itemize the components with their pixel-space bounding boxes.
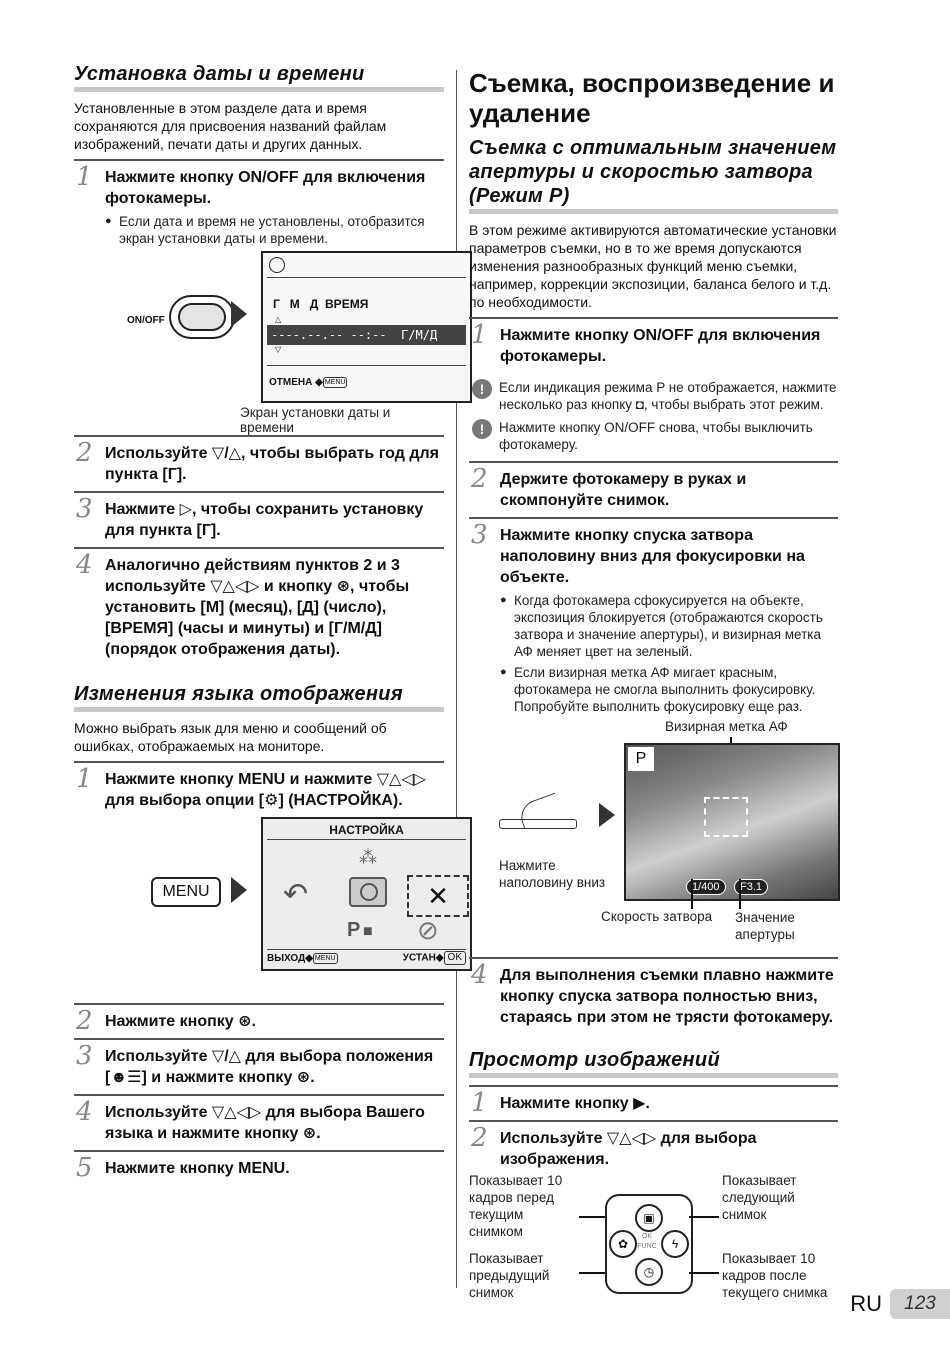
step-text: Нажмите кнопку ON/OFF для включения фотокамеры. (500, 327, 821, 365)
set-hint: УСТАН◆ OK (403, 951, 466, 965)
p-step-2 (469, 461, 838, 517)
onoff-label: ON/OFF (127, 315, 165, 326)
pad-label-bottom-left: Показывает предыдущий снимок (469, 1251, 550, 1300)
af-target-frame (704, 797, 748, 837)
step-number: 2 (471, 464, 488, 494)
step-number: 1 (471, 1088, 488, 1118)
p-step-3 (469, 517, 838, 957)
onoff-button[interactable] (169, 295, 235, 339)
p-step-4 (469, 957, 838, 1034)
down-arrow-icon: ▽ (275, 345, 282, 354)
step-number: 1 (471, 320, 488, 350)
arrow-right-icon (231, 301, 247, 327)
date-setup-screen (261, 251, 472, 403)
lang-step-4 (74, 1094, 444, 1150)
pad-up-button[interactable]: ▣ (635, 1204, 663, 1232)
lang-section-intro: Можно выбрать язык для меню и сообщений об ошибках, отображаемых на мониторе. (74, 720, 387, 754)
pad-label-top-left: Показывает 10 кадров перед текущим снимком (469, 1173, 563, 1239)
shutter-press-icon (499, 799, 575, 831)
menu-screen-figure (105, 817, 462, 997)
main-title: Съемка, воспроизведение и удаление (469, 68, 835, 128)
arrow-right-icon (231, 877, 247, 903)
language-code: RU (850, 1291, 882, 1316)
page-number: 123 (890, 1289, 950, 1319)
menu-button[interactable]: MENU (151, 877, 221, 907)
shutter-speed-label: Скорость затвора (601, 909, 713, 924)
step-number: 2 (76, 438, 93, 468)
step-text: Нажмите кнопку MENU. (105, 1160, 290, 1177)
left-column (74, 62, 462, 1185)
step-number: 2 (76, 1006, 93, 1036)
step-number: 4 (76, 1097, 93, 1127)
step-text: Аналогично действиям пунктов 2 и 3 используйте ▽△◁▷ и кнопку ⊛, чтобы установить [М] (месяц), [Д] (число), [ВРЕМЯ] (часы и минуты) и [Г/М/Д] (порядок отображения даты). (105, 557, 410, 658)
step-number: 3 (76, 494, 93, 524)
af-label: Визирная метка АФ (665, 719, 788, 734)
view-section-title: Просмотр изображений (469, 1048, 838, 1078)
date-step-4 (74, 547, 444, 666)
scene-icon: ⁂ (359, 847, 377, 867)
date-fields-header: Г М Д ВРЕМЯ (273, 297, 369, 311)
step-number: 1 (76, 764, 93, 794)
p-mode-icon[interactable]: P (347, 919, 361, 941)
step-number: 2 (471, 1123, 488, 1153)
step-text: Нажмите кнопку ⊛. (105, 1013, 256, 1030)
step-number: 1 (76, 162, 93, 192)
date-screen-caption: Экран установки даты и времени (240, 405, 391, 435)
warning-icon: ! (472, 419, 492, 439)
lang-step-1 (74, 761, 462, 1003)
return-icon[interactable]: ↶ (283, 878, 309, 911)
view-step-1 (469, 1085, 838, 1120)
date-step-2 (74, 435, 444, 491)
up-arrow-icon: △ (275, 315, 282, 324)
date-section-intro: Установленные в этом разделе дата и время сохраняются для присвоения названий файлам изображений, печати даты и других данных. (74, 100, 387, 152)
aperture-label: Значение апертуры (735, 910, 795, 942)
p-step-1 (469, 317, 838, 373)
clock-icon (269, 257, 285, 273)
step-text: Нажмите кнопку ▶. (500, 1095, 650, 1112)
ok-func-button[interactable]: OK FUNC (637, 1233, 657, 1250)
step-text: Для выполнения съемки плавно нажмите кнопку спуска затвора полностью вниз, стараясь при этом не трясти фотокамеру. (500, 967, 834, 1026)
camera-menu-icon[interactable] (349, 877, 387, 907)
half-press-label: Нажмите наполовину вниз (499, 858, 606, 890)
date-step-3 (74, 491, 444, 547)
step-text: Используйте ▽/△, чтобы выбрать год для пункта [Г]. (105, 445, 439, 483)
step-number: 5 (76, 1153, 93, 1183)
page-number-footer (850, 1289, 950, 1319)
right-column (469, 62, 838, 1306)
step-bullet: ● Если дата и время не установлены, отобразится экран установки даты и времени. (105, 213, 444, 247)
cancel-hint: ОТМЕНА ◆ MENU (269, 377, 346, 389)
step-text: Нажмите ▷, чтобы сохранить установку для пункта [Г]. (105, 501, 424, 539)
note-2: ! Нажмите кнопку ON/OFF снова, чтобы выключить фотокамеру. (469, 419, 838, 453)
step-number: 4 (76, 550, 93, 580)
warning-icon: ! (472, 379, 492, 399)
movie-icon[interactable]: ■ (363, 923, 373, 940)
step-number: 3 (471, 520, 488, 550)
step-text: Держите фотокамеру в руках и скомпонуйте снимок. (500, 471, 747, 509)
step-bullet: ● Когда фотокамера сфокусируется на объекте, экспозиция блокируется (отображаются скорость затвора и значение апертуры), и визирная метка АФ меняет цвет на зеленый. (500, 592, 838, 660)
lang-step-2 (74, 1003, 444, 1038)
step-text: Используйте ▽/△ для выбора положения [☻☰] и нажмите кнопку ⊛. (105, 1048, 434, 1086)
date-screen-figure (105, 247, 444, 435)
note-1: ! Если индикация режима P не отображается, нажмите несколько раз кнопку ◘, чтобы выбрать этот режим. (469, 379, 838, 413)
lang-step-5 (74, 1150, 444, 1185)
pad-right-button[interactable]: ϟ (661, 1230, 689, 1258)
step-number: 3 (76, 1041, 93, 1071)
mode-indicator: P (628, 747, 654, 771)
shutter-speed-readout: 1/400 (686, 879, 726, 895)
viewfinder-photo (624, 743, 840, 901)
date-value-row[interactable]: ----.--.-- --:-- Г/М/Д (267, 325, 466, 345)
step-text: Используйте ▽△◁▷ для выбора Вашего языка и нажмите кнопку ⊛. (105, 1104, 425, 1142)
arrow-pad[interactable] (605, 1194, 693, 1294)
erase-icon[interactable]: ⊘ (417, 915, 439, 945)
step-text: Нажмите кнопку спуска затвора наполовину вниз для фокусировки на объекте. (500, 527, 805, 586)
p-section-intro: В этом режиме активируются автоматические установки параметров съемки, но в то же время допускаются изменения разнообразных функций меню съемки, например, коррекции экспозиции, баланса белого и т.д. по необходимости. (469, 222, 837, 310)
p-section-title: Съемка с оптимальным значением апертуры и скоростью затвора (Режим P) (469, 136, 838, 214)
view-step-2 (469, 1120, 838, 1172)
date-step-1 (74, 159, 444, 435)
pad-left-button[interactable]: ✿ (609, 1230, 637, 1258)
arrow-pad-figure (469, 1172, 838, 1306)
pad-label-bottom-right: Показывает 10 кадров после текущего снимка (722, 1251, 828, 1300)
step-text: Используйте ▽△◁▷ для выбора изображения. (500, 1130, 757, 1168)
pad-label-top-right: Показывает следующий снимок (722, 1173, 797, 1222)
lang-step-3 (74, 1038, 444, 1094)
arrow-right-icon (599, 803, 615, 827)
aperture-readout: F3.1 (734, 879, 768, 895)
setup-menu-screen (261, 817, 472, 971)
menu-title: НАСТРОЙКА (329, 823, 404, 837)
pad-down-button[interactable]: ◷ (635, 1258, 663, 1286)
focus-figure (469, 719, 838, 951)
step-text: Нажмите кнопку ON/OFF для включения фотокамеры. (105, 169, 426, 207)
exit-hint: ВЫХОД◆ MENU (267, 953, 336, 965)
setup-tools-icon[interactable]: ✕ (407, 875, 469, 917)
step-number: 4 (471, 960, 488, 990)
lang-section-title: Изменения языка отображения (74, 682, 444, 712)
step-bullet: ● Если визирная метка АФ мигает красным, фотокамера не смогла выполнить фокусировку. Попробуйте выполнить фокусировку еще раз. (500, 664, 838, 715)
step-text: Нажмите кнопку MENU и нажмите ▽△◁▷ для выбора опции [⚙] (НАСТРОЙКА). (105, 771, 426, 809)
date-section-title: Установка даты и времени (74, 62, 444, 92)
